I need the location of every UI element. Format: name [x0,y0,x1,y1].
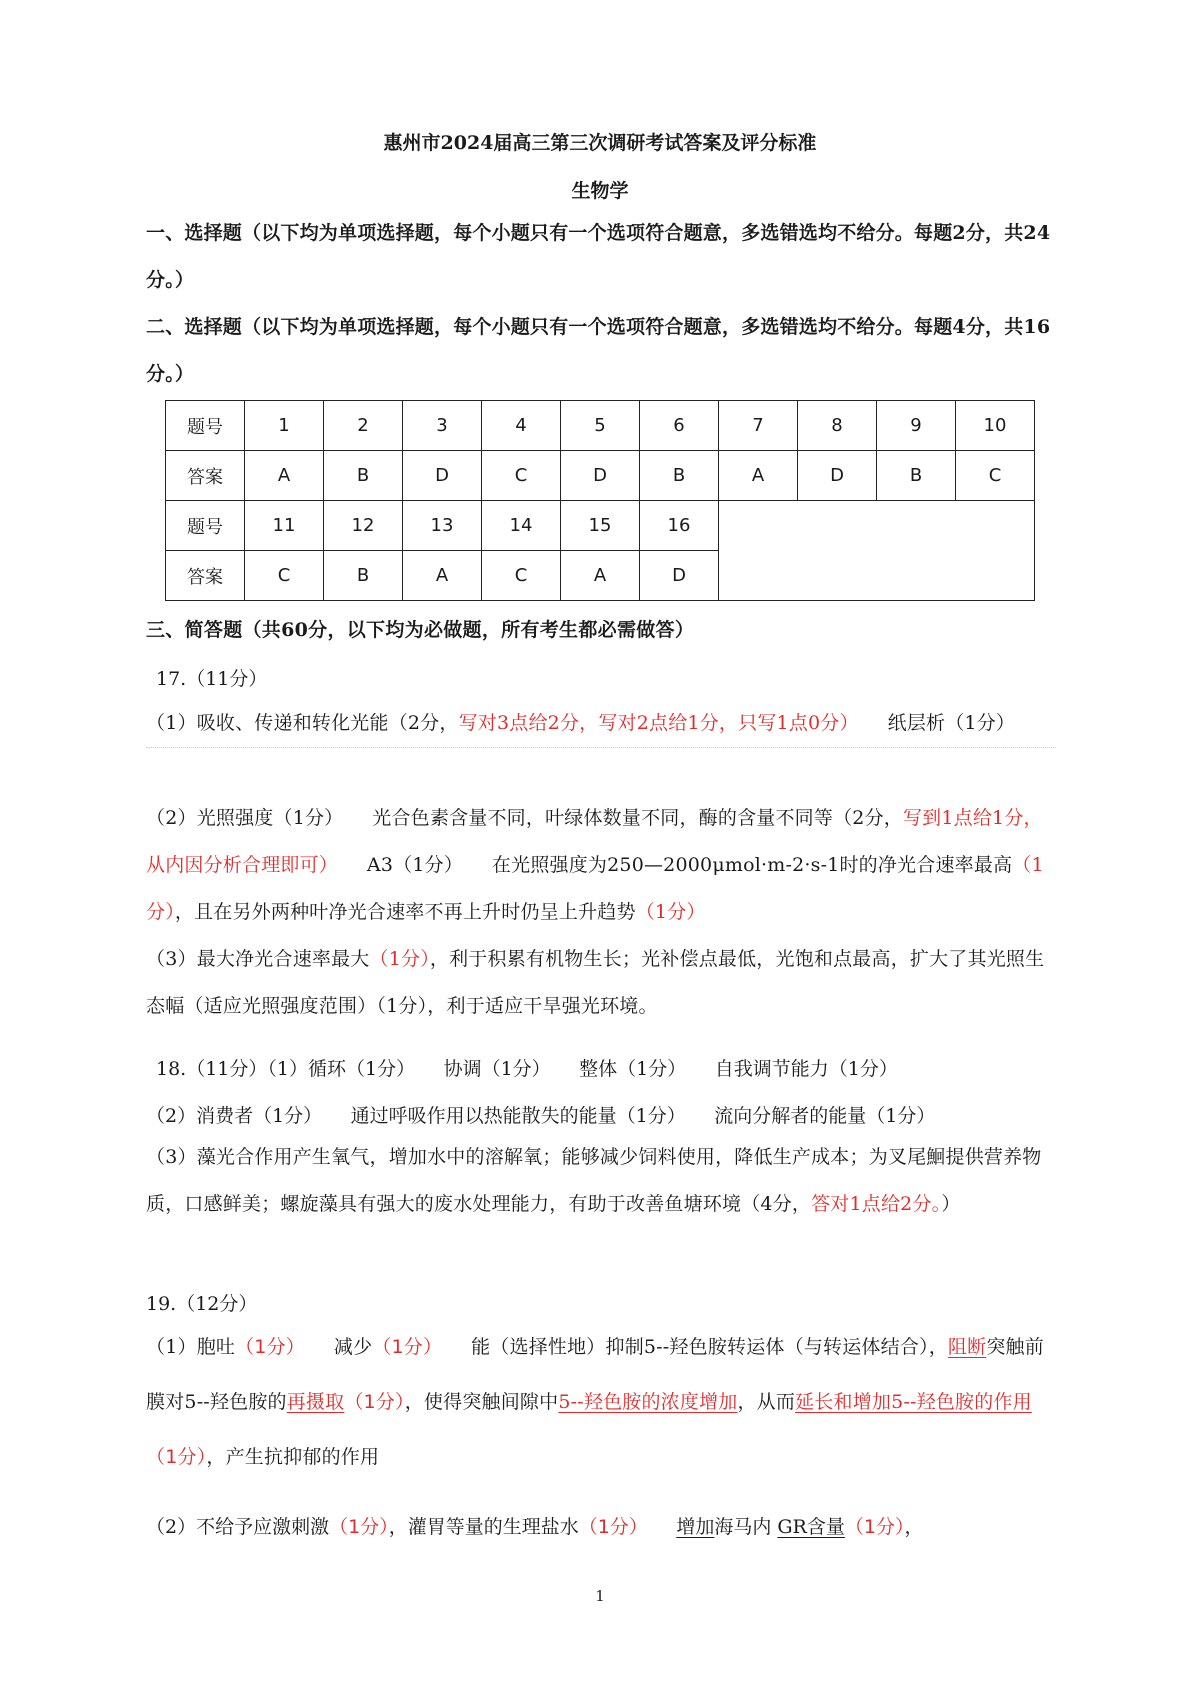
table-row [166,501,1035,551]
scoring-note: （1分） [635,901,706,923]
key-phrase: 5--羟色胺的浓度增加 [558,1391,738,1413]
table-cell: A [245,451,324,501]
answer-text: A3（1分） 在光照强度为250—2000μmol·m-2·s-1时的净光合速率最高 [328,854,1013,876]
scoring-note: 写对3点给2分，写对2点给1分，只写1点0分） [458,712,850,734]
answer-text: 海马内 [714,1516,778,1538]
key-phrase: GR含量 [777,1516,845,1538]
answer-text: ，从而 [737,1391,796,1413]
table-cell: C [245,551,324,601]
scoring-note: 答对1点给2分。 [811,1193,942,1215]
table-cell: 11 [245,501,324,551]
table-empty-cell [719,501,1035,601]
answer-text: ， [904,1516,924,1538]
table-cell: 7 [719,401,798,451]
table-cell: 15 [561,501,640,551]
answer-text: （1）吸收、传递和转化光能（2分， [146,712,459,734]
table-cell: 4 [482,401,561,451]
document-title: 惠州市2024届高三第三次调研考试答案及评分标准 [383,132,817,154]
answer-text: 突触前膜对5--羟色胺的 [146,1336,1044,1413]
q17-part-1 [146,700,1056,748]
q18-part-2: （2）消费者（1分） 通过呼吸作用以热能散失的能量（1分） 流向分解者的能量（1分） [146,1105,936,1127]
answer-text: ） [941,1193,961,1215]
table-cell: 6 [640,401,719,451]
q19-part-1 [146,1320,1056,1485]
table-cell: A [561,551,640,601]
table-cell: 1 [245,401,324,451]
answer-text: （2）不给予应激刺激 [146,1516,330,1538]
scoring-note: 写到1点给1分，从内因分析合理即可） [146,807,1043,876]
section-1-heading: 一、选择题（以下均为单项选择题，每个小题只有一个选项符合题意，多选错选均不给分。每题2分，共24分。） [146,222,1051,291]
table-cell: 答案 [166,551,245,601]
score-mark: （1分） [578,1516,639,1538]
table-cell: 12 [324,501,403,551]
score-mark: （1分） [146,1446,207,1468]
score-mark: （1分） [329,1516,389,1538]
answer-table [165,400,1035,601]
table-cell: D [640,551,719,601]
answer-text: （3）藻光合作用产生氧气，增加水中的溶解氧；能够减少饲料使用，降低生产成本；为叉尾鮰提供营养物质，口感鲜美；螺旋藻具有强大的废水处理能力，有助于改善鱼塘环境（4分， [146,1146,1042,1215]
q18-part-3 [146,1134,1056,1228]
table-cell: 13 [403,501,482,551]
key-phrase: 增加 [676,1516,715,1538]
table-row [166,451,1035,501]
section-2-heading: 二、选择题（以下均为单项选择题，每个小题只有一个选项符合题意，多选错选均不给分。每题4分，共16分。） [146,316,1051,385]
answer-text: ，利于积累有机物生长；光补偿点最低，光饱和点最高，扩大了其光照生态幅（适应光照强度范围）（1分），利于适应干旱强光环境。 [146,948,1045,1017]
table-cell: 10 [956,401,1035,451]
key-phrase: 延长和增加5--羟色胺的作用 [795,1391,1032,1413]
table-row [166,401,1035,451]
table-cell: 2 [324,401,403,451]
table-cell: 9 [877,401,956,451]
answer-text [638,1516,676,1538]
answer-text: （3）最大净光合速率最大 [146,948,370,970]
score-mark: （1分） [372,1336,433,1358]
table-cell: C [482,451,561,501]
table-cell: A [719,451,798,501]
answer-text: ，灌胃等量的生理盐水 [388,1516,579,1538]
score-mark: （1分） [235,1336,296,1358]
table-cell: 3 [403,401,482,451]
answer-text: ，且在另外两种叶净光合速率不再上升时仍呈上升趋势 [174,901,636,923]
key-phrase: 阻断 [947,1336,987,1358]
q18-part-1: 18.（11分）（1）循环（1分） 协调（1分） 整体（1分） 自我调节能力（1分） [156,1058,898,1080]
score-mark: （1分） [344,1391,405,1413]
table-cell: D [798,451,877,501]
table-cell: D [561,451,640,501]
answer-text: （1）胞吐 [146,1336,236,1358]
table-cell: 答案 [166,451,245,501]
table-cell: 题号 [166,501,245,551]
page-number: 1 [595,1587,605,1605]
answer-text: ，产生抗抑郁的作用 [206,1446,380,1468]
answer-text: ，使得突触间隙中 [404,1391,559,1413]
table-cell: 16 [640,501,719,551]
score-mark: （1分） [844,1516,905,1538]
table-cell: B [324,451,403,501]
scoring-note: （1分） [369,948,430,970]
table-cell: 8 [798,401,877,451]
table-cell: D [403,451,482,501]
table-cell: C [482,551,561,601]
table-cell: C [956,451,1035,501]
answer-text: 纸层析（1分） [849,712,1016,734]
section-3-heading: 三、简答题（共60分，以下均为必做题，所有考生都必需做答） [146,619,695,641]
answer-text: 减少 [295,1336,373,1358]
q17-part-3 [146,936,1056,1030]
table-cell: 题号 [166,401,245,451]
answer-text: 能（选择性地）抑制5--羟色胺转运体（与转运体结合）， [432,1336,948,1358]
q19-heading: 19.（12分） [146,1293,258,1315]
q17-part-2 [146,795,1056,936]
q17-heading: 17.（11分） [156,668,268,690]
scoring-note: （1分） [146,854,1044,923]
table-cell: 14 [482,501,561,551]
table-cell: B [324,551,403,601]
answer-text: （2）光照强度（1分） 光合色素含量不同，叶绿体数量不同，酶的含量不同等（2分， [146,807,903,829]
table-cell: A [403,551,482,601]
table-cell: B [640,451,719,501]
table-cell: 5 [561,401,640,451]
table-cell: B [877,451,956,501]
subject-title: 生物学 [571,180,629,202]
q19-part-2 [146,1512,1058,1539]
key-phrase: 再摄取 [286,1391,345,1413]
